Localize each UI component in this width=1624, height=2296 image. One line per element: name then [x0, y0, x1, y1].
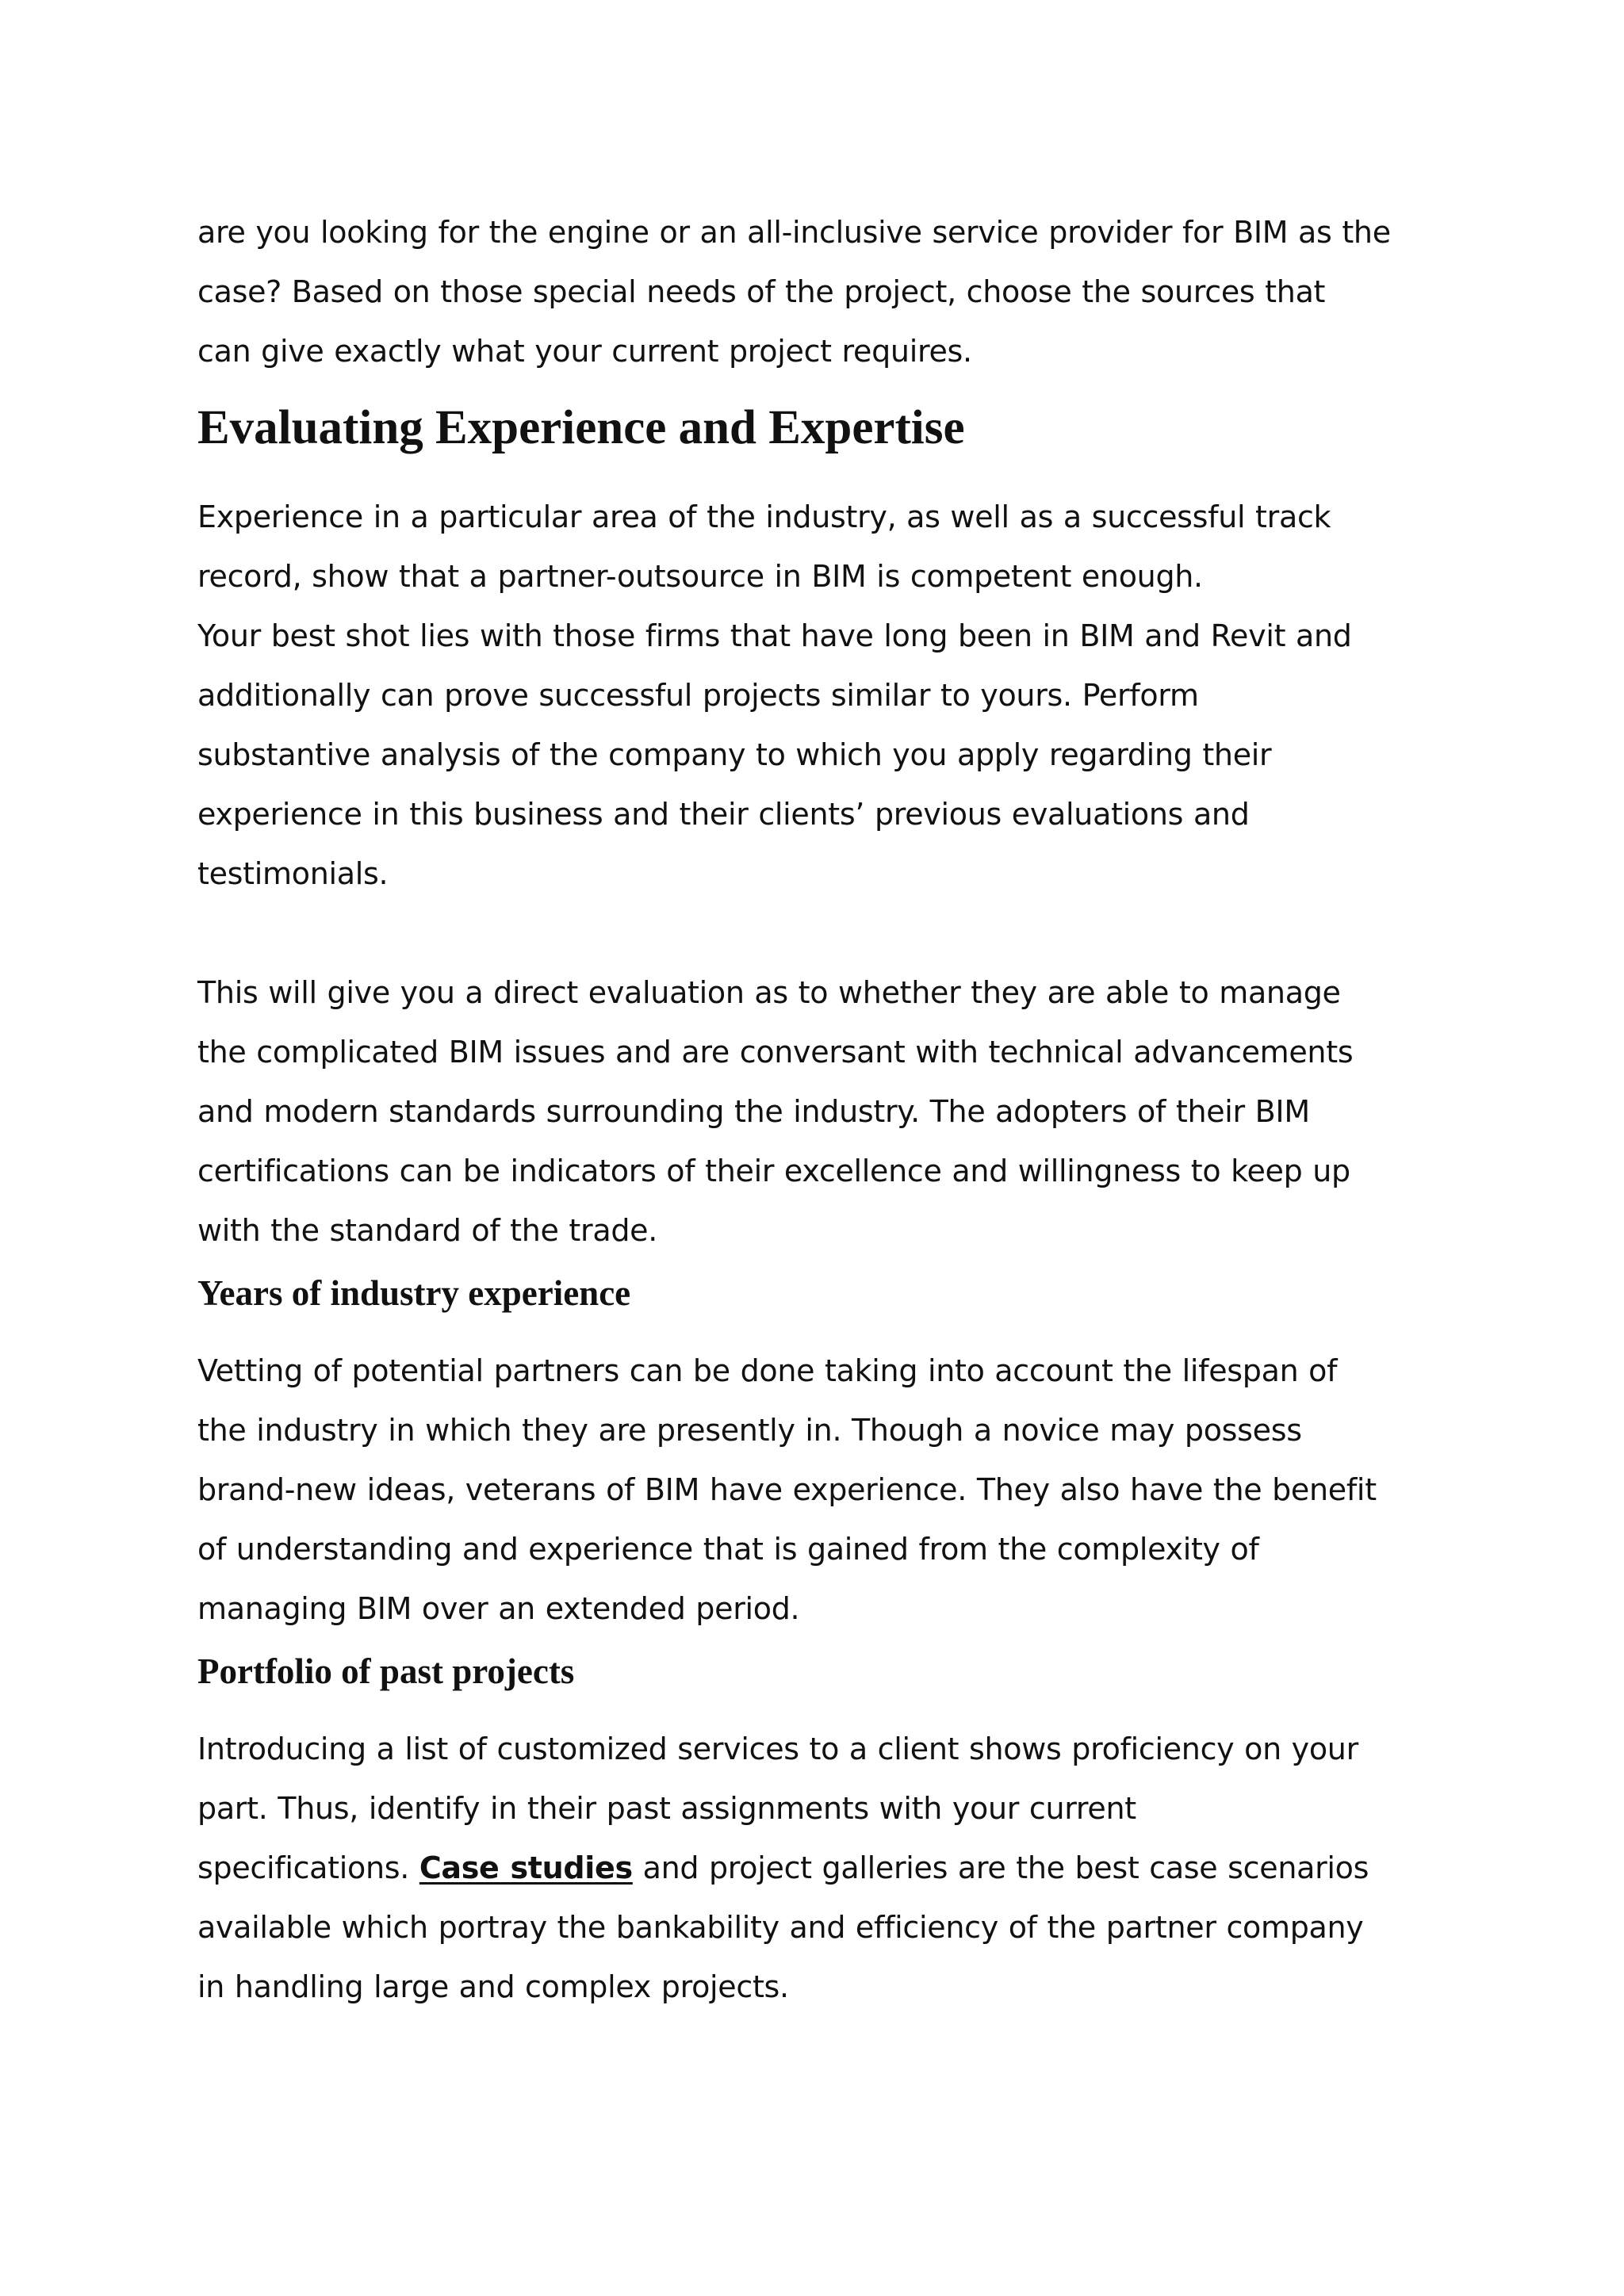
text-line: the complicated BIM issues and are conversant with technical advancements: [197, 1035, 1354, 1070]
text-line: This will give you a direct evaluation as to whether they are able to manage: [197, 975, 1341, 1010]
text-line: substantive analysis of the company to which you apply regarding their: [197, 737, 1272, 772]
evaluating-paragraph-2: [197, 963, 1446, 1261]
text-fragment: specifications.: [197, 1850, 419, 1885]
text-line: Vetting of potential partners can be done taking into account the lifespan of: [197, 1353, 1338, 1388]
intro-paragraph: [197, 203, 1446, 381]
text-line: of understanding and experience that is gained from the complexity of: [197, 1532, 1259, 1567]
case-studies-link[interactable]: Case studies: [419, 1850, 633, 1885]
evaluating-paragraph-1: [197, 488, 1446, 904]
portfolio-paragraph: [197, 1720, 1446, 2017]
text-line: brand-new ideas, veterans of BIM have experience. They also have the benefit: [197, 1472, 1377, 1507]
text-line: can give exactly what your current project requires.: [197, 334, 972, 369]
text-line: Introducing a list of customized services to a client shows proficiency on your: [197, 1732, 1358, 1766]
section-heading-years: Years of industry experience: [197, 1273, 631, 1313]
text-line: Experience in a particular area of the industry, as well as a successful track: [197, 499, 1331, 534]
text-line: with the standard of the trade.: [197, 1213, 658, 1248]
document-page: [197, 203, 1446, 2017]
years-paragraph: [197, 1341, 1446, 1639]
text-line: are you looking for the engine or an all-inclusive service provider for BIM as the: [197, 215, 1391, 250]
text-line: part. Thus, identify in their past assignments with your current: [197, 1791, 1136, 1826]
text-line: in handling large and complex projects.: [197, 1969, 789, 2004]
text-line: testimonials.: [197, 856, 389, 891]
text-line: experience in this business and their clients’ previous evaluations and: [197, 797, 1250, 832]
text-line: certifications can be indicators of their excellence and willingness to keep up: [197, 1154, 1350, 1188]
text-fragment: and project galleries are the best case scenarios: [632, 1850, 1369, 1885]
text-line: [197, 1839, 1446, 1898]
section-heading-evaluating: Evaluating Experience and Expertise: [197, 401, 965, 454]
text-line: Your best shot lies with those firms that have long been in BIM and Revit and: [197, 618, 1352, 653]
text-line: available which portray the bankability and efficiency of the partner company: [197, 1910, 1364, 1945]
text-line: record, show that a partner-outsource in BIM is competent enough.: [197, 559, 1203, 594]
section-heading-portfolio: Portfolio of past projects: [197, 1651, 575, 1691]
text-line: additionally can prove successful projects similar to yours. Perform: [197, 678, 1199, 713]
text-line: managing BIM over an extended period.: [197, 1591, 800, 1626]
text-line: and modern standards surrounding the industry. The adopters of their BIM: [197, 1094, 1310, 1129]
text-line: the industry in which they are presently in. Though a novice may possess: [197, 1413, 1302, 1448]
text-line: case? Based on those special needs of the project, choose the sources that: [197, 274, 1326, 309]
